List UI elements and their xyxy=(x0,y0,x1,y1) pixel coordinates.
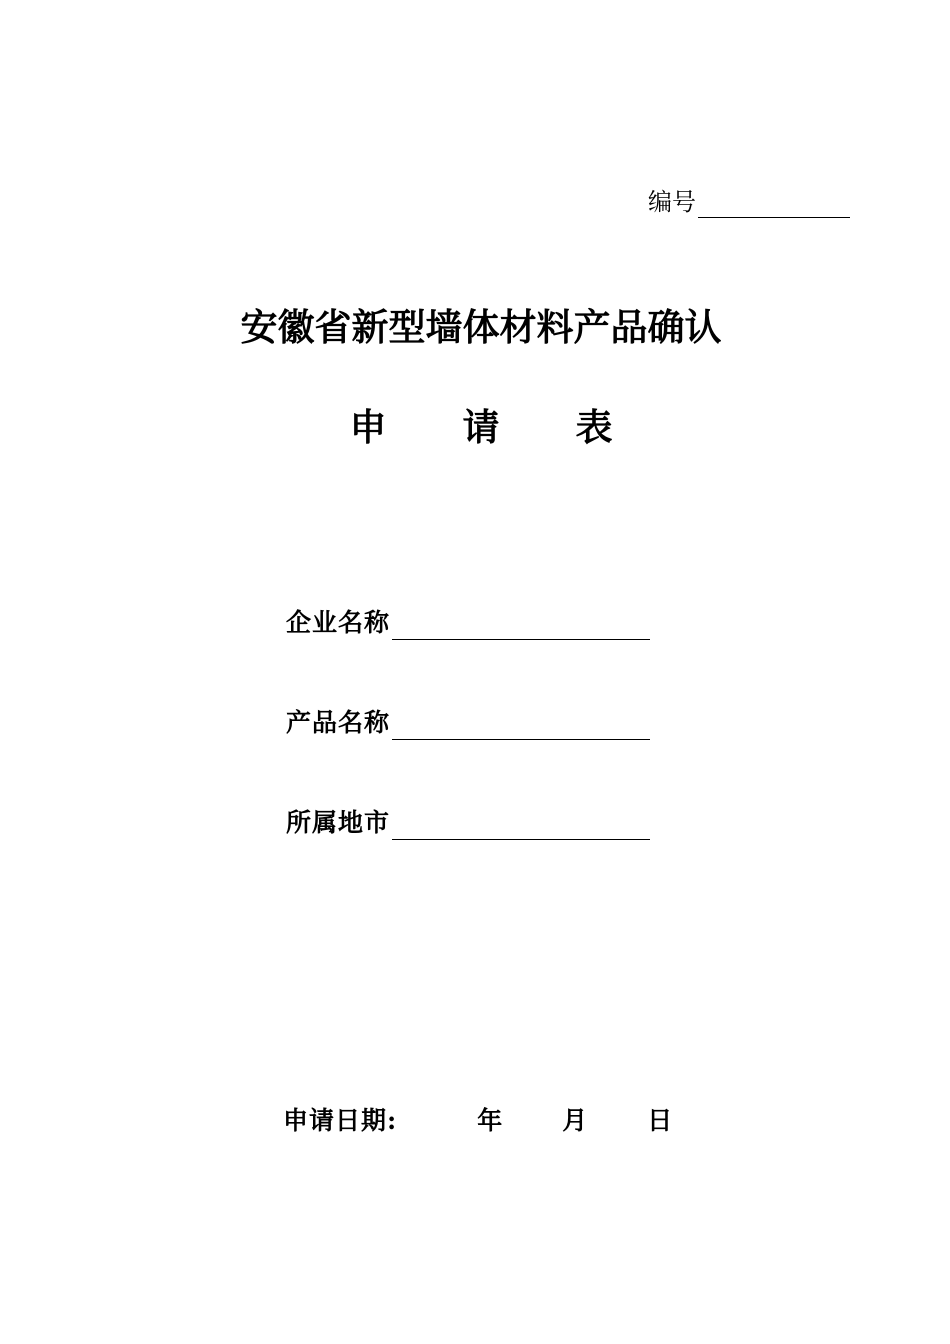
date-year-label: 年 xyxy=(477,1106,503,1135)
application-date-label: 申请日期: xyxy=(283,1106,398,1135)
serial-number-row xyxy=(648,186,850,218)
city-row xyxy=(286,806,650,840)
product-name-row xyxy=(286,706,650,740)
date-month-label: 月 xyxy=(562,1106,588,1135)
product-name-blank[interactable] xyxy=(392,711,650,740)
document-title: 安徽省新型墙体材料产品确认 xyxy=(240,305,722,349)
serial-number-label: 编号 xyxy=(648,188,696,216)
subtitle-char: 请 xyxy=(462,405,500,449)
subtitle-char: 表 xyxy=(575,405,613,449)
company-name-row xyxy=(286,606,650,640)
company-name-label: 企业名称 xyxy=(286,608,391,637)
subtitle-char: 申 xyxy=(349,405,387,449)
city-blank[interactable] xyxy=(392,811,650,840)
serial-number-blank[interactable] xyxy=(698,191,850,218)
company-name-blank[interactable] xyxy=(392,611,650,640)
application-date-row xyxy=(283,1104,672,1138)
product-name-label: 产品名称 xyxy=(286,708,391,737)
document-subtitle xyxy=(349,402,613,452)
city-label: 所属地市 xyxy=(286,808,391,837)
date-day-label: 日 xyxy=(647,1106,673,1135)
